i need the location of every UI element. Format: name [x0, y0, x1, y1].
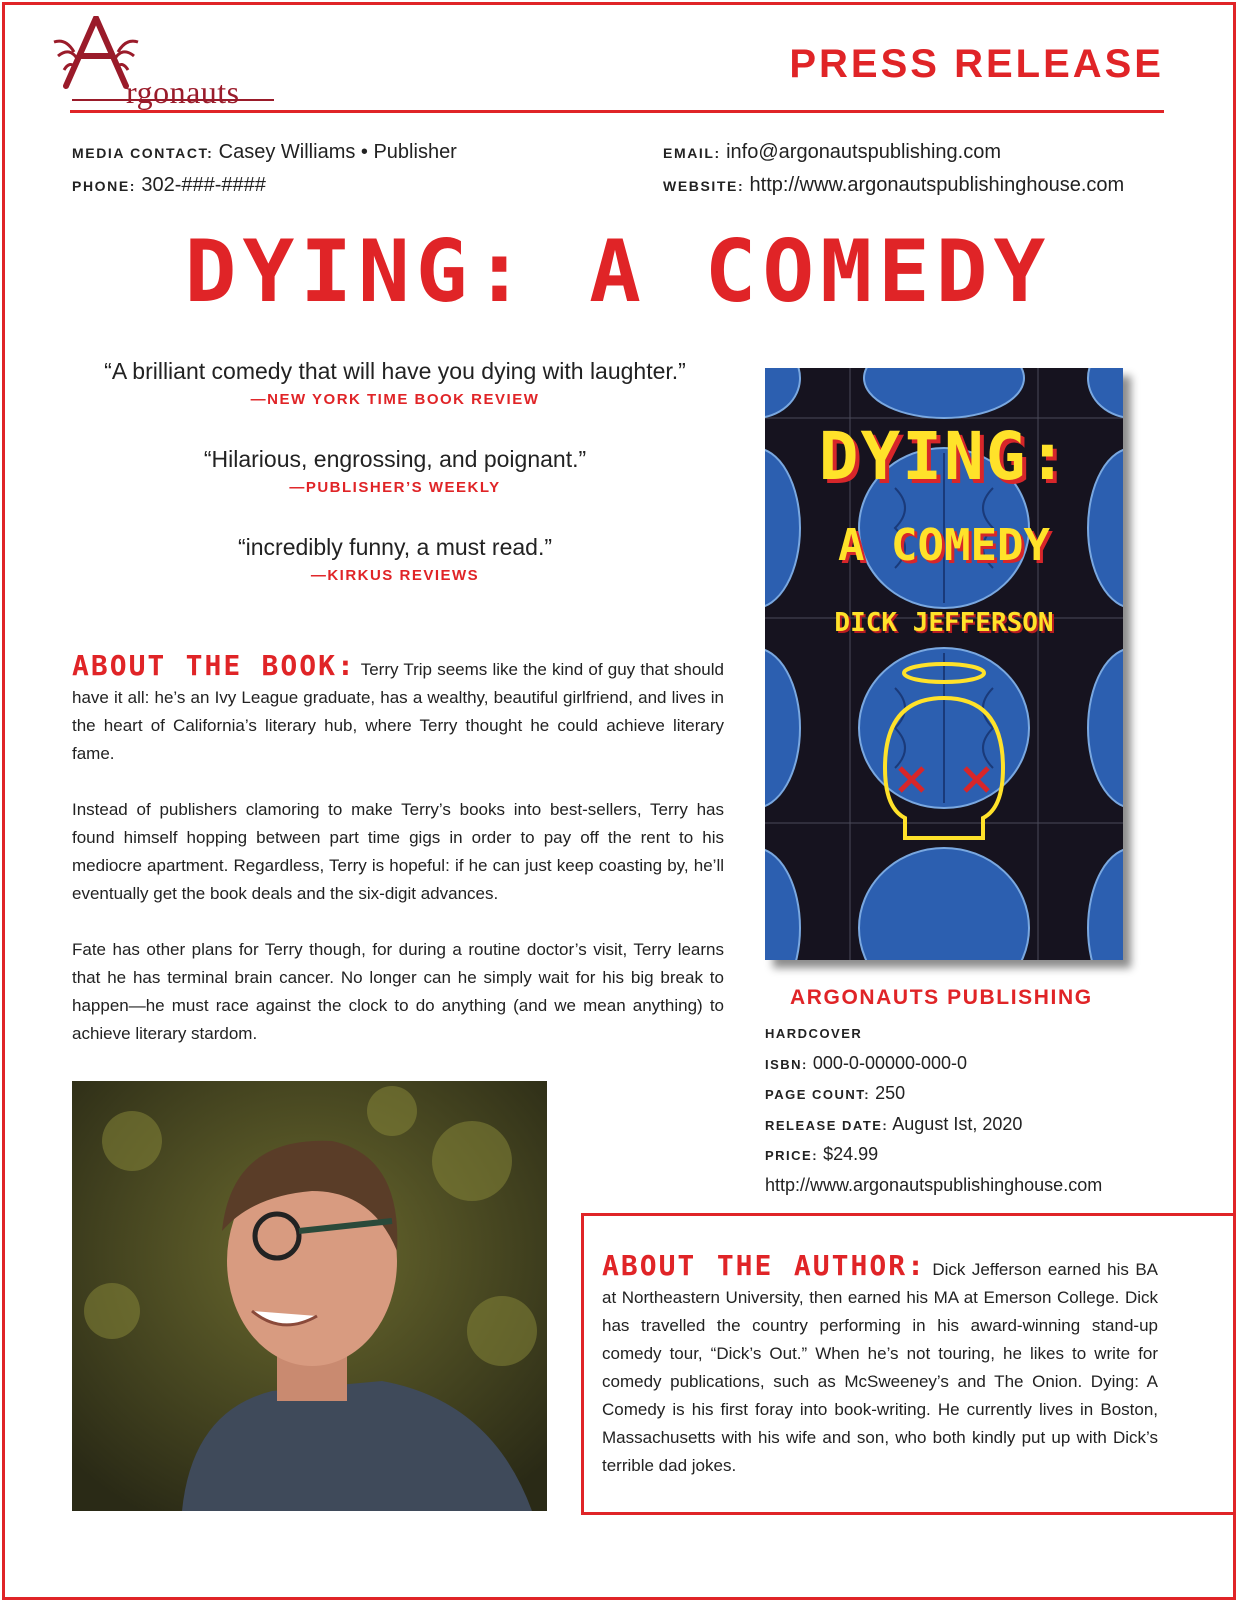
isbn-value: 000-0-00000-000-0: [812, 1052, 968, 1073]
quote-text: “incredibly funny, a must read.”: [237, 534, 553, 560]
price-value: $24.99: [823, 1144, 879, 1164]
format: HARDCOVER: [765, 1026, 863, 1041]
about-book-paragraph: Instead of publishers clamoring to make Terry’s books into best-sellers, Terry has found himself hopping between part time gigs in order to pay off the rent to his mediocre apartment. Regardless, Terry is hopeful: if he can just keep coasting by, he’ll eventually get the book deals and the six-digit advances.: [72, 800, 724, 903]
about-book-section: [72, 649, 724, 1076]
isbn-label: ISBN:: [765, 1056, 808, 1072]
logo-wordmark: rgonauts: [126, 74, 240, 110]
phone-value: 302-###-####: [141, 174, 266, 196]
cover-title: DYING:: [818, 418, 1070, 495]
page-count-label: PAGE COUNT:: [765, 1087, 871, 1102]
quote-source: —NEW YORK TIME BOOK REVIEW: [250, 391, 540, 408]
book-details: [765, 1018, 1102, 1199]
media-contact-label: MEDIA CONTACT:: [72, 145, 214, 161]
about-author-section: [602, 1249, 1158, 1480]
book-cover: [765, 368, 1123, 960]
page-count-value: 250: [875, 1083, 906, 1103]
phone-label: PHONE:: [72, 178, 137, 194]
cover-author: DICK JEFFERSON: [834, 608, 1054, 638]
email-value[interactable]: info@argonautspublishing.com: [726, 141, 1002, 163]
publisher-name: ARGONAUTS PUBLISHING: [790, 986, 1093, 1009]
book-title: DYING: A COMEDY: [184, 222, 1052, 322]
media-contact-value: Casey Williams • Publisher: [218, 141, 457, 163]
quote-text: “Hilarious, engrossing, and poignant.”: [203, 446, 587, 472]
author-photo: [72, 1081, 547, 1511]
price-label: PRICE:: [765, 1148, 819, 1163]
email-label: EMAIL:: [663, 145, 721, 161]
release-date-label: RELEASE DATE:: [765, 1117, 889, 1133]
contact-left: [72, 136, 457, 202]
about-book-paragraph: Terry Trip seems like the kind of guy that should have it all: he’s an Ivy League graduate, has a wealthy, beautiful girlfriend, and lives in the heart of California’s literary hub, where Terry thought he could achieve literary fame.: [72, 660, 724, 763]
contact-right: [663, 136, 1124, 202]
quote-text: “A brilliant comedy that will have you dying with laughter.”: [104, 358, 686, 384]
release-date-value: August Ist, 2020: [892, 1113, 1023, 1134]
quote-source: —PUBLISHER’S WEEKLY: [289, 479, 501, 496]
website-label: WEBSITE:: [663, 178, 745, 194]
review-quotes: [70, 358, 720, 622]
website-value[interactable]: http://www.argonautspublishinghouse.com: [749, 174, 1125, 196]
press-release-title: PRESS RELEASE: [789, 42, 1164, 86]
website-link[interactable]: http://www.argonautspublishinghouse.com: [765, 1174, 1103, 1195]
quote-source: —KIRKUS REVIEWS: [310, 567, 480, 584]
about-author-heading: ABOUT THE AUTHOR:: [602, 1249, 926, 1282]
about-book-heading: ABOUT THE BOOK:: [72, 649, 356, 682]
about-book-paragraph: Fate has other plans for Terry though, for during a routine doctor’s visit, Terry learns that he has terminal brain cancer. No longer can he simply wait for his big break to happen—he must race against the clock to do anything (and we mean anything) to achieve literary stardom.: [72, 940, 724, 1043]
header-divider: [70, 110, 1164, 113]
about-author-text: Dick Jefferson earned his BA at Northeastern University, then earned his MA at Emerson College. Dick has travelled the country performing in his award-winning stand-up comedy tour, “Dick’s Out.” When he’s not touring, he likes to write for comedy publications, such as McSweeney’s and The Onion. Dying: A Comedy is his first foray into book-writing. He currently lives in Boston, Massachusetts with his wife and son, who both kindly put up with Dick’s terrible dad jokes.: [602, 1260, 1158, 1475]
cover-subtitle: A COMEDY: [838, 520, 1050, 571]
argonauts-logo: [52, 16, 292, 110]
